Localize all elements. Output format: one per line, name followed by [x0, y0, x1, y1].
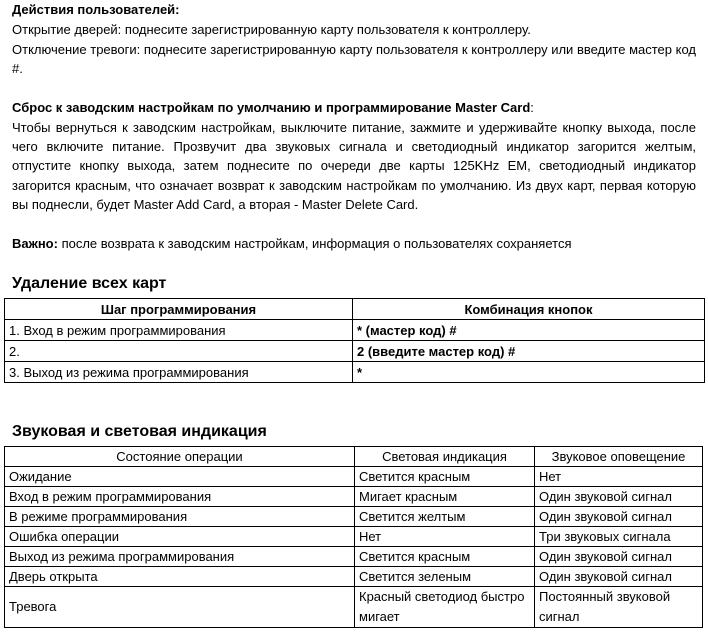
table-row: [5, 320, 705, 341]
sound-cell: Один звуковой сигнал: [535, 567, 703, 587]
factory-reset-body: Чтобы вернуться к заводским настройкам, выключите питание, зажмите и удерживайте кнопку выхода, после чего включите питание. Прозвучит два звуковых сигнала и светодиодный индикатор загорится желтым, отпустите кнопку выхода, затем поднесите по очереди две карты 125KHz EM, светодиодный индикатор загорится красным, что означает возврат к заводским настройкам по умолчанию. Из двух карт, первая которую вы поднесли, будет Master Add Card, а вторая - Master Delete Card.: [12, 120, 696, 212]
table-row: [5, 547, 703, 567]
state-cell: Ошибка операции: [5, 527, 355, 547]
state-cell: Ожидание: [5, 467, 355, 487]
light-cell: Светится красным: [355, 547, 535, 567]
table-row: [5, 587, 703, 628]
column-header: Звуковое оповещение: [535, 447, 703, 467]
table-row: [5, 507, 703, 527]
factory-reset-title: Сброс к заводским настройкам по умолчанию и программирование Master Card:: [12, 100, 534, 115]
table-row: [5, 467, 703, 487]
state-cell: Вход в режим программирования: [5, 487, 355, 507]
indication-table: [4, 446, 703, 628]
delete-all-heading: Удаление всех карт: [12, 275, 167, 292]
column-header: Световая индикация: [355, 447, 535, 467]
key-combination-cell: * (мастер код) #: [353, 320, 705, 341]
column-header: Состояние операции: [5, 447, 355, 467]
light-cell: Мигает красным: [355, 487, 535, 507]
delete-all-table: [4, 298, 705, 383]
state-cell: Тревога: [5, 587, 355, 628]
table-row: [5, 341, 705, 362]
step-cell: 2.: [5, 341, 353, 362]
sound-cell: Нет: [535, 467, 703, 487]
light-cell: Нет: [355, 527, 535, 547]
table-row: [5, 527, 703, 547]
column-header: Шаг программирования: [5, 299, 353, 320]
sound-cell: Один звуковой сигнал: [535, 487, 703, 507]
door-open-instruction: Открытие дверей: поднесите зарегистрированную карту пользователя к контроллеру.: [12, 22, 531, 37]
light-cell: Красный светодиод быстро мигает: [355, 587, 535, 628]
table-row: [5, 487, 703, 507]
table-header-row: [5, 447, 703, 467]
key-combination-cell: *: [353, 362, 705, 383]
light-cell: Светится красным: [355, 467, 535, 487]
key-combination-cell: 2 (введите мастер код) #: [353, 341, 705, 362]
light-cell: Светится зеленым: [355, 567, 535, 587]
state-cell: Выход из режима программирования: [5, 547, 355, 567]
alarm-off-instruction: Отключение тревоги: поднесите зарегистрированную карту пользователя к контроллеру или введите мастер код #.: [12, 42, 696, 77]
step-cell: 1. Вход в режим программирования: [5, 320, 353, 341]
column-header: Комбинация кнопок: [353, 299, 705, 320]
table-header-row: [5, 299, 705, 320]
sound-cell: Один звуковой сигнал: [535, 507, 703, 527]
light-cell: Светится желтым: [355, 507, 535, 527]
user-actions-title: Действия пользователей:: [12, 2, 180, 17]
sound-cell: Один звуковой сигнал: [535, 547, 703, 567]
important-note: Важно: после возврата к заводским настройкам, информация о пользователях сохраняется: [12, 236, 572, 251]
indication-heading: Звуковая и световая индикация: [12, 423, 267, 440]
state-cell: В режиме программирования: [5, 507, 355, 527]
sound-cell: Постоянный звуковой сигнал: [535, 587, 703, 628]
state-cell: Дверь открыта: [5, 567, 355, 587]
table-row: [5, 362, 705, 383]
step-cell: 3. Выход из режима программирования: [5, 362, 353, 383]
table-row: [5, 567, 703, 587]
sound-cell: Три звуковых сигнала: [535, 527, 703, 547]
